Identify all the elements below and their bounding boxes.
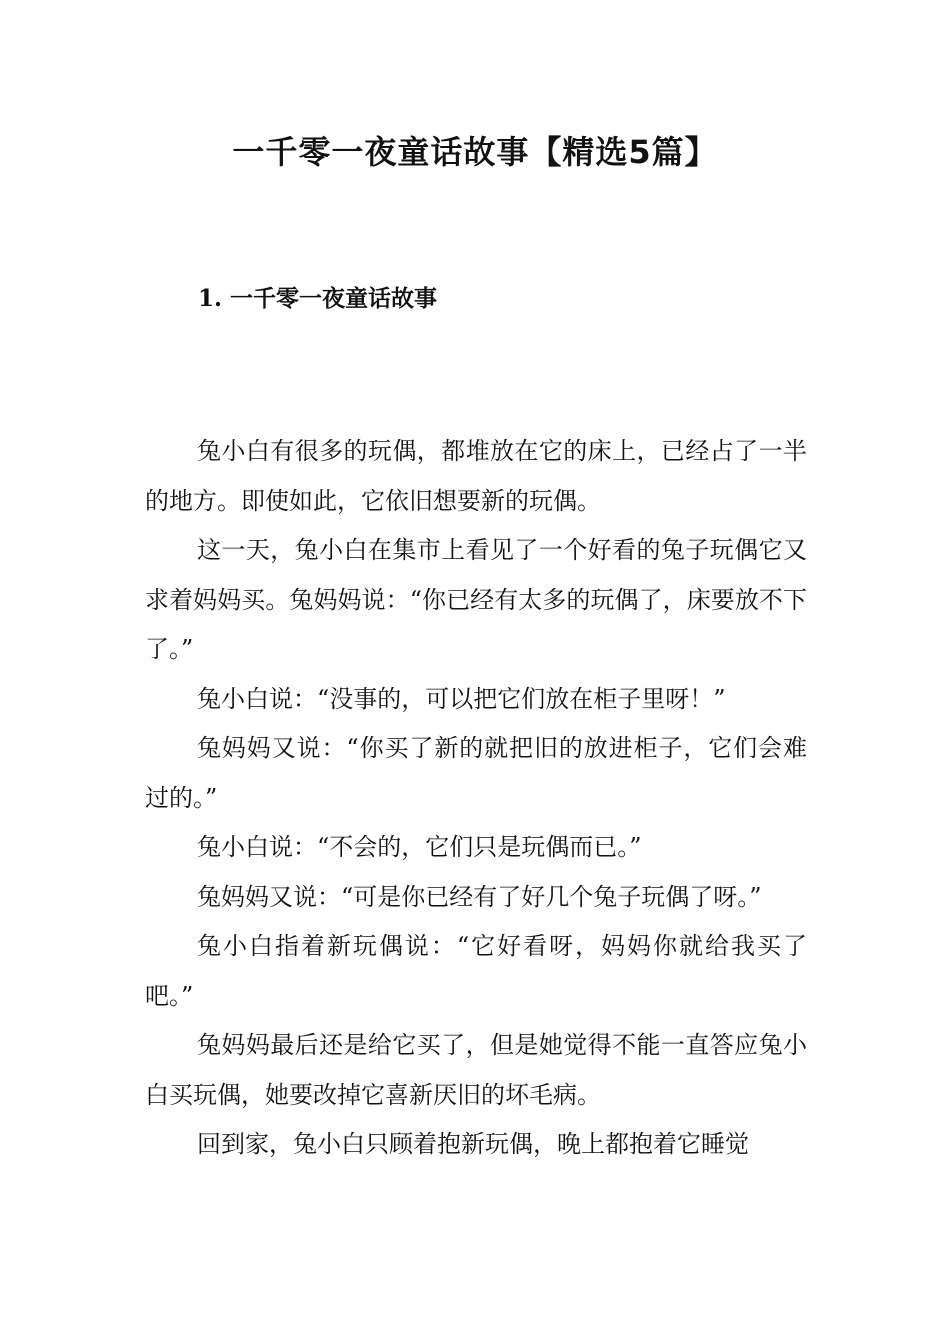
story-paragraph-1: 兔小白有很多的玩偶，都堆放在它的床上，已经占了一半的地方。即使如此，它依旧想要新的玩偶。 — [145, 437, 807, 515]
section-heading: 1. 一千零一夜童话故事 — [198, 285, 438, 312]
story-paragraph-7: 兔小白指着新玩偶说：“它好看呀，妈妈你就给我买了吧。” — [145, 932, 807, 1010]
story-paragraph-6: 兔妈妈又说：“可是你已经有了好几个兔子玩偶了呀。” — [197, 882, 762, 911]
story-paragraph-3: 兔小白说：“没事的，可以把它们放在柜子里呀！” — [197, 684, 726, 713]
story-body — [145, 427, 807, 1170]
story-paragraph-9: 回到家，兔小白只顾着抱新玩偶，晚上都抱着它睡觉 — [197, 1130, 749, 1158]
story-paragraph-2: 这一天，兔小白在集市上看见了一个好看的兔子玩偶它又求着妈妈买。兔妈妈说：“你已经有太多的玩偶了，床要放不下了。” — [145, 536, 807, 663]
document-title: 一千零一夜童话故事【精选5篇】 — [232, 133, 718, 171]
story-paragraph-4: 兔妈妈又说：“你买了新的就把旧的放进柜子，它们会难过的。” — [145, 734, 807, 812]
story-paragraph-8: 兔妈妈最后还是给它买了，但是她觉得不能一直答应兔小白买玩偶，她要改掉它喜新厌旧的坏毛病。 — [145, 1031, 807, 1109]
story-paragraph-5: 兔小白说：“不会的，它们只是玩偶而已。” — [197, 833, 642, 861]
